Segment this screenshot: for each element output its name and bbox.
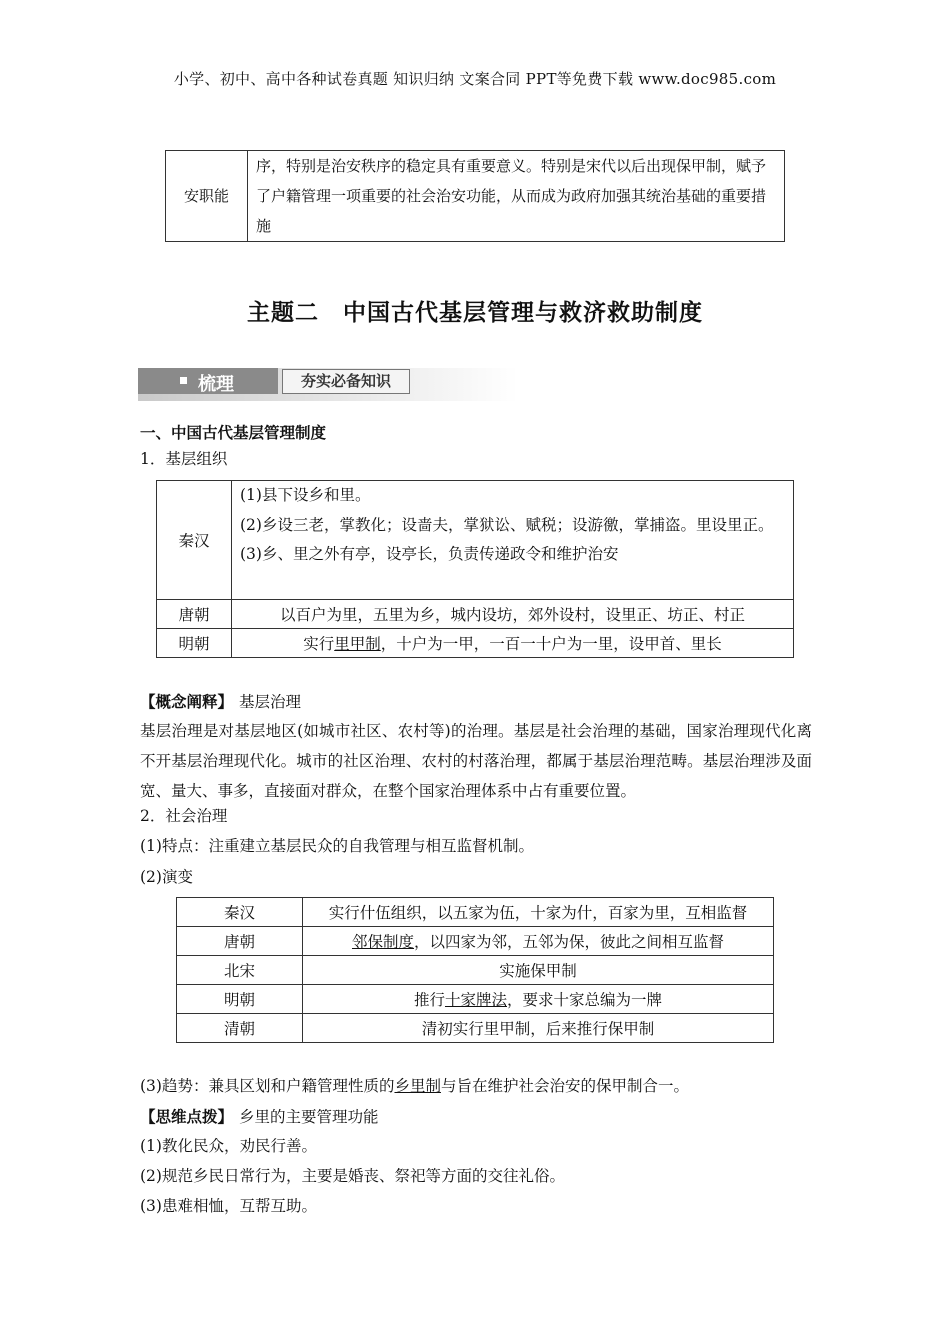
org-tang-label: 唐朝	[157, 600, 232, 629]
concept-topic: 基层治理	[239, 693, 302, 711]
evo-r4-post: ，要求十家总编为一牌	[507, 991, 663, 1009]
evo-r4-cell	[303, 985, 774, 1014]
banner-box: 夯实必备知识	[282, 369, 410, 394]
org-ming-underlined: 里甲制	[334, 635, 381, 653]
thinking-tag: 【思维点拨】	[140, 1107, 234, 1126]
banner-label: 梳理	[198, 374, 234, 395]
org-qinhan-1: (1)县下设乡和里。	[240, 486, 371, 504]
subheading-1: 1．基层组织	[140, 450, 228, 468]
function-2: (2)规范乡民日常行为，主要是婚丧、祭祀等方面的交往礼俗。	[140, 1167, 565, 1185]
evo-r4-underlined: 十家牌法	[444, 991, 507, 1009]
thinking-topic: 乡里的主要管理功能	[239, 1108, 379, 1126]
concept-heading	[140, 687, 812, 717]
function-1: (1)教化民众，劝民行善。	[140, 1137, 317, 1155]
top-table	[165, 150, 785, 242]
org-qinhan-3: (3)乡、里之外有亭，设亭长，负责传递政令和维护治安	[240, 545, 619, 563]
concept-text: 基层治理是对基层地区(如城市社区、农村等)的治理。基层是社会治理的基础，国家治理现代化离不开基层治理现代化。城市的社区治理、农村的村落治理，都属于基层治理范畴。基层治理涉及面宽、量大、事多，直接面对群众，在整个国家治理体系中占有重要位置。	[140, 722, 812, 800]
org-ming-post: ，十户为一甲，一百一十户为一里，设甲首、里长	[380, 635, 722, 653]
evo-r3-text: 实施保甲制	[303, 956, 774, 985]
page-header: 小学、初中、高中各种试卷真题 知识归纳 文案合同 PPT等免费下载 www.doc985.com	[173, 70, 777, 88]
evo-r4-pre: 推行	[413, 991, 445, 1009]
org-tang-text: 以百户为里，五里为乡，城内设坊，郊外设村，设里正、坊正、村正	[232, 600, 794, 629]
trend-underlined: 乡里制	[394, 1077, 441, 1095]
thinking-heading	[140, 1103, 379, 1131]
trend-text	[140, 1073, 689, 1100]
top-table-label: 安职能	[166, 151, 248, 242]
evo-r5-label: 清朝	[177, 1014, 303, 1043]
evo-r1-text: 实行什伍组织，以五家为伍，十家为什，百家为里，互相监督	[303, 898, 774, 927]
evo-r2-cell	[303, 927, 774, 956]
org-qinhan-2: (2)乡设三老，掌教化；设啬夫，掌狱讼、赋税；设游徼，掌捕盗。里设里正。	[240, 515, 774, 534]
feature-text: (1)特点：注重建立基层民众的自我管理与相互监督机制。	[140, 837, 534, 855]
function-3: (3)患难相恤，互帮互助。	[140, 1197, 317, 1215]
org-ming-cell	[232, 629, 794, 658]
evolution-heading: (2)演变	[140, 868, 193, 886]
evo-r5-text: 清初实行里甲制，后来推行保甲制	[303, 1014, 774, 1043]
evo-r2-label: 唐朝	[177, 927, 303, 956]
org-table	[156, 480, 794, 658]
evo-r4-label: 明朝	[177, 985, 303, 1014]
evo-r3-label: 北宋	[177, 956, 303, 985]
section-banner	[138, 368, 518, 401]
org-qinhan-label: 秦汉	[157, 481, 232, 600]
evo-r1-label: 秦汉	[177, 898, 303, 927]
org-ming-pre: 实行	[303, 635, 335, 653]
trend-post: 与旨在维护社会治安的保甲制合一。	[440, 1077, 689, 1095]
org-ming-label: 明朝	[157, 629, 232, 658]
trend-pre: (3)趋势：兼具区划和户籍管理性质的	[140, 1077, 395, 1095]
page-title: 主题二 中国古代基层管理与救济救助制度	[247, 299, 703, 326]
evolution-table	[176, 897, 774, 1043]
evo-r2-post: ，以四家为邻，五邻为保，彼此之间相互监督	[414, 933, 725, 951]
square-icon	[180, 377, 187, 384]
top-table-text: 序，特别是治安秩序的稳定具有重要意义。特别是宋代以后出现保甲制，赋予了户籍管理一项重要的社会治安功能，从而成为政府加强其统治基础的重要措施	[248, 151, 785, 242]
concept-tag: 【概念阐释】	[140, 692, 234, 711]
subheading-2: 2．社会治理	[140, 807, 228, 825]
evo-r2-underlined: 邻保制度	[351, 933, 414, 951]
section-heading-1: 一、中国古代基层管理制度	[140, 423, 327, 442]
